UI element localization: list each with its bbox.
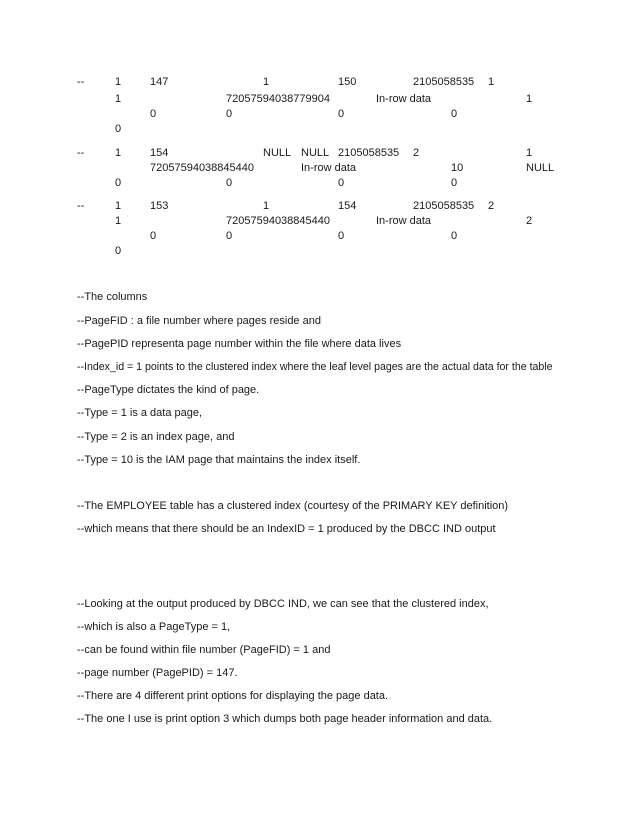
cell: 1	[526, 93, 533, 105]
paragraph: --Type = 1 is a data page,	[77, 407, 203, 419]
cell: --	[77, 200, 85, 212]
cell: 0	[115, 177, 122, 189]
cell: 0	[115, 245, 122, 257]
paragraph: --Looking at the output produced by DBCC IND, we can see that the clustered index,	[77, 598, 489, 610]
cell: 2105058535	[338, 147, 400, 159]
cell: In-row data	[376, 93, 432, 105]
paragraph: --which means that there should be an IndexID = 1 produced by the DBCC IND output	[77, 523, 496, 535]
cell: 153	[150, 200, 169, 212]
paragraph: --The one I use is print option 3 which dumps both page header information and data.	[77, 713, 493, 725]
cell: 2105058535	[413, 76, 475, 88]
cell: 72057594038779904	[226, 93, 331, 105]
cell: In-row data	[301, 162, 357, 174]
cell: 147	[150, 76, 169, 88]
cell: 2105058535	[413, 200, 475, 212]
cell: 0	[451, 108, 458, 120]
paragraph: --Type = 10 is the IAM page that maintains the index itself.	[77, 454, 361, 466]
cell: NULL	[526, 162, 555, 174]
cell: NULL	[301, 147, 330, 159]
cell: 1	[115, 76, 122, 88]
paragraph: --PageFID : a file number where pages reside and	[77, 315, 321, 327]
cell: 150	[338, 76, 357, 88]
paragraph: --The EMPLOYEE table has a clustered index (courtesy of the PRIMARY KEY definition)	[77, 500, 509, 512]
cell: 0	[226, 230, 233, 242]
cell: 0	[150, 108, 157, 120]
paragraph: --which is also a PageType = 1,	[77, 621, 231, 633]
cell: 154	[338, 200, 357, 212]
cell: 10	[451, 162, 464, 174]
cell: 2	[413, 147, 420, 159]
cell: 1	[115, 200, 122, 212]
cell: 1	[115, 147, 122, 159]
cell: 154	[150, 147, 169, 159]
paragraph: --Index_id = 1 points to the clustered index where the leaf level pages are the actual data for the table	[77, 361, 553, 373]
cell: 2	[526, 215, 533, 227]
cell: 2	[488, 200, 495, 212]
cell: 1	[263, 200, 270, 212]
cell: In-row data	[376, 215, 432, 227]
cell: 0	[226, 108, 233, 120]
cell: 0	[451, 230, 458, 242]
paragraph: --There are 4 different print options for displaying the page data.	[77, 690, 389, 702]
cell: 0	[338, 108, 345, 120]
cell: 1	[115, 93, 122, 105]
cell: 1	[526, 147, 533, 159]
cell: --	[77, 76, 85, 88]
cell: 0	[338, 177, 345, 189]
paragraph: --page number (PagePID) = 147.	[77, 667, 238, 679]
paragraph: --Type = 2 is an index page, and	[77, 431, 235, 443]
cell: 0	[226, 177, 233, 189]
cell: NULL	[263, 147, 292, 159]
cell: 72057594038845440	[150, 162, 255, 174]
paragraph: --The columns	[77, 291, 148, 303]
cell: 0	[338, 230, 345, 242]
cell: 0	[451, 177, 458, 189]
cell: 0	[115, 123, 122, 135]
paragraph: --can be found within file number (PageFID) = 1 and	[77, 644, 331, 656]
cell: 0	[150, 230, 157, 242]
paragraph: --PageType dictates the kind of page.	[77, 384, 260, 396]
cell: 72057594038845440	[226, 215, 331, 227]
cell: 1	[115, 215, 122, 227]
cell: 1	[263, 76, 270, 88]
cell: 1	[488, 76, 495, 88]
cell: --	[77, 147, 85, 159]
paragraph: --PagePID representa page number within the file where data lives	[77, 338, 402, 350]
